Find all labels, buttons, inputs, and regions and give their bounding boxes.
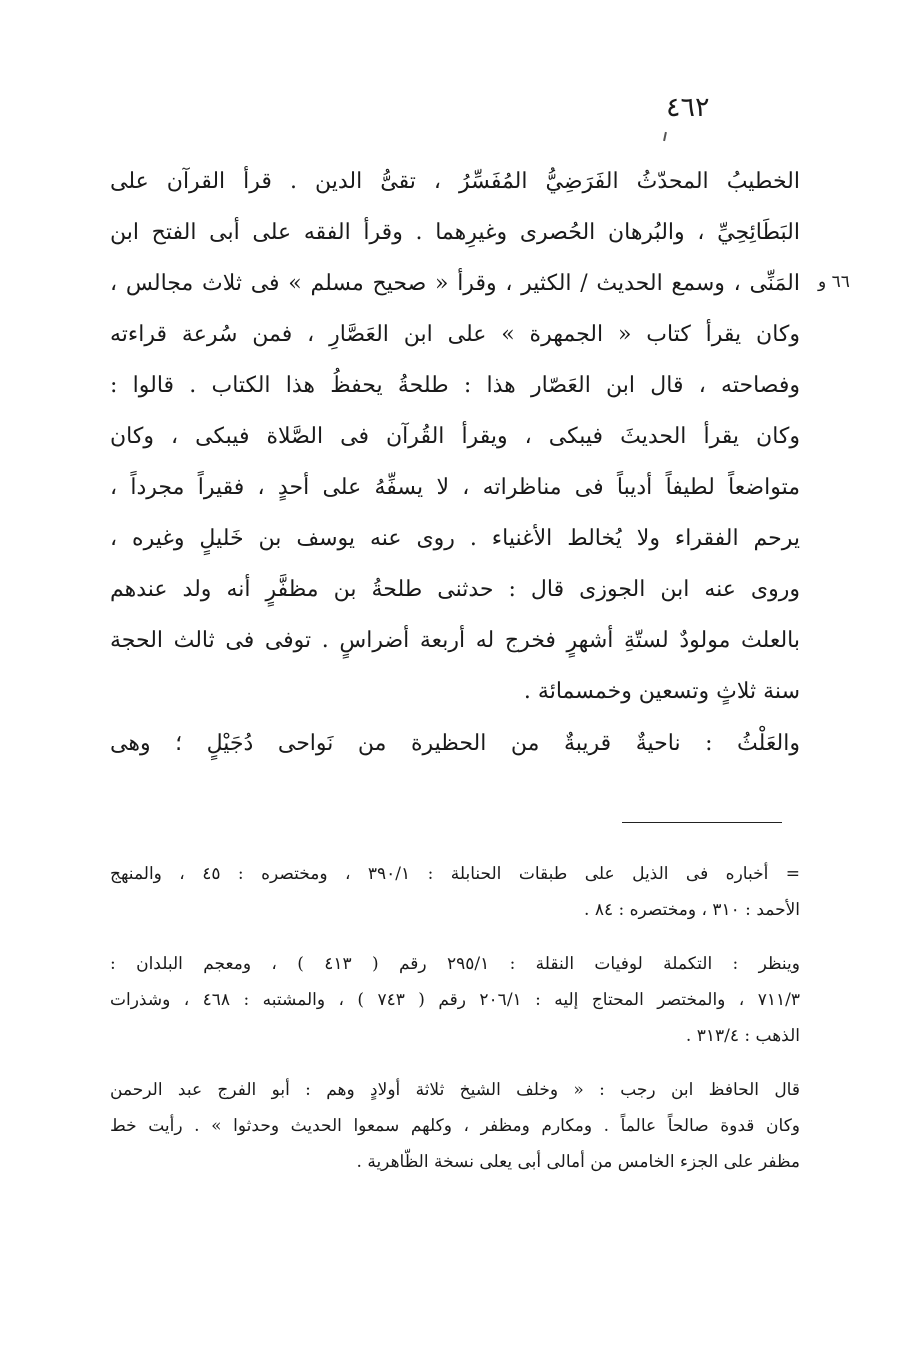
text-line: يرحم الفقراء ولا يُخالط الأغنياء . روى عنه يوسف بن خَليلٍ وغيره ، [110,526,800,551]
footnotes [110,856,800,1198]
text-line: سنة ثلاثٍ وتسعين وخمسمائة . [523,679,800,704]
text-line: والعَلْثُ : ناحيةٌ قريبةٌ من الحظيرة من نَواحى دُجَيْلٍ ؛ وهى [110,731,800,756]
text-line: متواضعاً لطيفاً أديباً فى مناظراته ، لا يسفِّهُ على أحدٍ ، فقيراً مجرداً ، [110,475,800,500]
text-line: وروى عنه ابن الجوزى قال : حدثنى طلحةُ بن مظفَّرٍ أنه ولد عندهم [110,577,800,602]
text-line: وكان يقرأ الحديثَ فيبكى ، ويقرأ القُرآن فى الصَّلاة فيبكى ، وكان [110,424,800,449]
page-number: ٤٦٢ [666,92,710,123]
footnote-block [110,1072,800,1180]
footnote-line: مظفر على الجزء الخامس من أمالى أبى يعلى نسخة الظّاهرية . [356,1152,800,1172]
margin-folio-marker: ٦٦ و [818,272,850,292]
footnote-block [110,946,800,1054]
scan-mark [663,132,667,141]
footnote-line: الأحمد : ٣١٠ ، ومختصره : ٨٤ . [584,900,800,920]
text-line: المَنِّى ، وسمع الحديث / الكثير ، وقرأ « صحيح مسلم » فى ثلاث مجالس ، [110,271,800,296]
footnote-line: ٧١١/٣ ، والمختصر المحتاج إليه : ٢٠٦/١ رقم ( ٧٤٣ ) ، والمشتبه : ٤٦٨ ، وشذرات [110,990,800,1010]
text-line: وكان يقرأ كتاب « الجمهرة » على ابن العَصَّارِ ، فمن سُرعة قراءته [110,322,800,347]
text-line: بالعلث مولودٌ لستّةِ أشهرٍ فخرج له أربعة أضراسٍ . توفى فى ثالث الحجة [110,628,800,653]
footnote-divider [622,822,782,823]
main-paragraph [110,156,800,717]
text-line: الخطيبُ المحدّثُ الفَرَضِيُّ المُفَسِّرُ ، تقىُّ الدين . قرأ القرآن على [110,169,800,194]
footnote-block [110,856,800,928]
footnote-line: وينظر : التكملة لوفيات النقلة : ٢٩٥/١ رقم ( ٤١٣ ) ، ومعجم البلدان : [110,954,800,974]
text-line: وفصاحته ، قال ابن العَصّار هذا : طلحةُ يحفظُ هذا الكتاب . قالوا : [110,373,800,398]
footnote-line: الذهب : ٣١٣/٤ . [685,1026,800,1046]
footnote-line: قال الحافظ ابن رجب : « وخلف الشيخ ثلاثة أولادٍ وهم : أبو الفرج عبد الرحمن [110,1080,800,1100]
footnote-line: وكان قدوة صالحاً عالماً . ومكارم ومظفر ، وكلهم سمعوا الحديث وحدثوا » . رأيت خط [110,1116,800,1136]
second-paragraph [110,718,800,769]
text-line: البَطَائِحِيِّ ، والبُرهان الحُصرى وغيرِهما . وقرأ الفقه على أبى الفتح ابن [110,220,800,245]
footnote-line: = أخباره فى الذيل على طبقات الحنابلة : ٣٩٠/١ ، ومختصره : ٤٥ ، والمنهج [110,864,800,884]
